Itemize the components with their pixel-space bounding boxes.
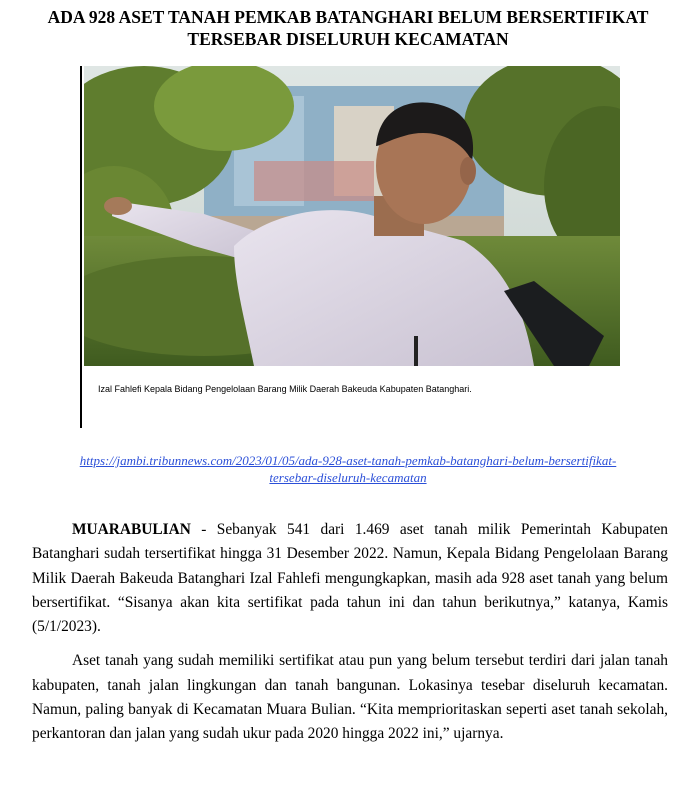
paragraph-1 — [32, 518, 668, 639]
article-title-line-1: ADA 928 ASET TANAH PEMKAB BATANGHARI BELUM BERSERTIFIKAT — [47, 7, 649, 27]
photo-figure — [80, 66, 622, 428]
figure-side-bar — [80, 66, 82, 428]
photo-caption: Izal Fahlefi Kepala Bidang Pengelolaan Barang Milik Daerah Bakeuda Kabupaten Batanghari. — [98, 384, 472, 394]
article-title-line-2: TERSEBAR DISELURUH KECAMATAN — [187, 29, 509, 49]
article-body — [32, 518, 668, 757]
source-link-line-1[interactable]: https://jambi.tribunnews.com/2023/01/05/ada-928-aset-tanah-pemkab-batanghari-belum-bersertifikat- — [79, 453, 617, 468]
source-link-line-2[interactable]: tersebar-diseluruh-kecamatan — [269, 470, 427, 485]
article-title — [0, 6, 696, 50]
source-link[interactable] — [20, 452, 676, 486]
paragraph-1-text: - Sebanyak 541 dari 1.469 aset tanah milik Pemerintah Kabupaten Batanghari sudah tersertifikat hingga 31 Desember 2022. Namun, Kepala Bidang Pengelolaan Barang Milik Daerah Bakeuda Batanghari Izal Fahlefi mengungkapkan, masih ada 928 aset tanah yang belum bersertifikat. “Sisanya akan kita sertifikat pada tahun ini dan tahun berikutnya,” katanya, Kamis (5/1/2023). — [32, 521, 668, 636]
paragraph-2: Aset tanah yang sudah memiliki sertifikat atau pun yang belum tersebut terdiri dari jalan tanah kabupaten, tanah jalan lingkungan dan tanah bangunan. Lokasinya tesebar diseluruh kecamatan. Namun, paling banyak di Kecamatan Muara Bulian. “Kita memprioritaskan seperti aset tanah sekolah, perkantoran dan jalan yang sudah ukur pada 2020 hingga 2022 ini,” ujarnya. — [32, 652, 668, 743]
news-photo — [84, 66, 620, 366]
dateline: MUARABULIAN — [72, 521, 191, 538]
